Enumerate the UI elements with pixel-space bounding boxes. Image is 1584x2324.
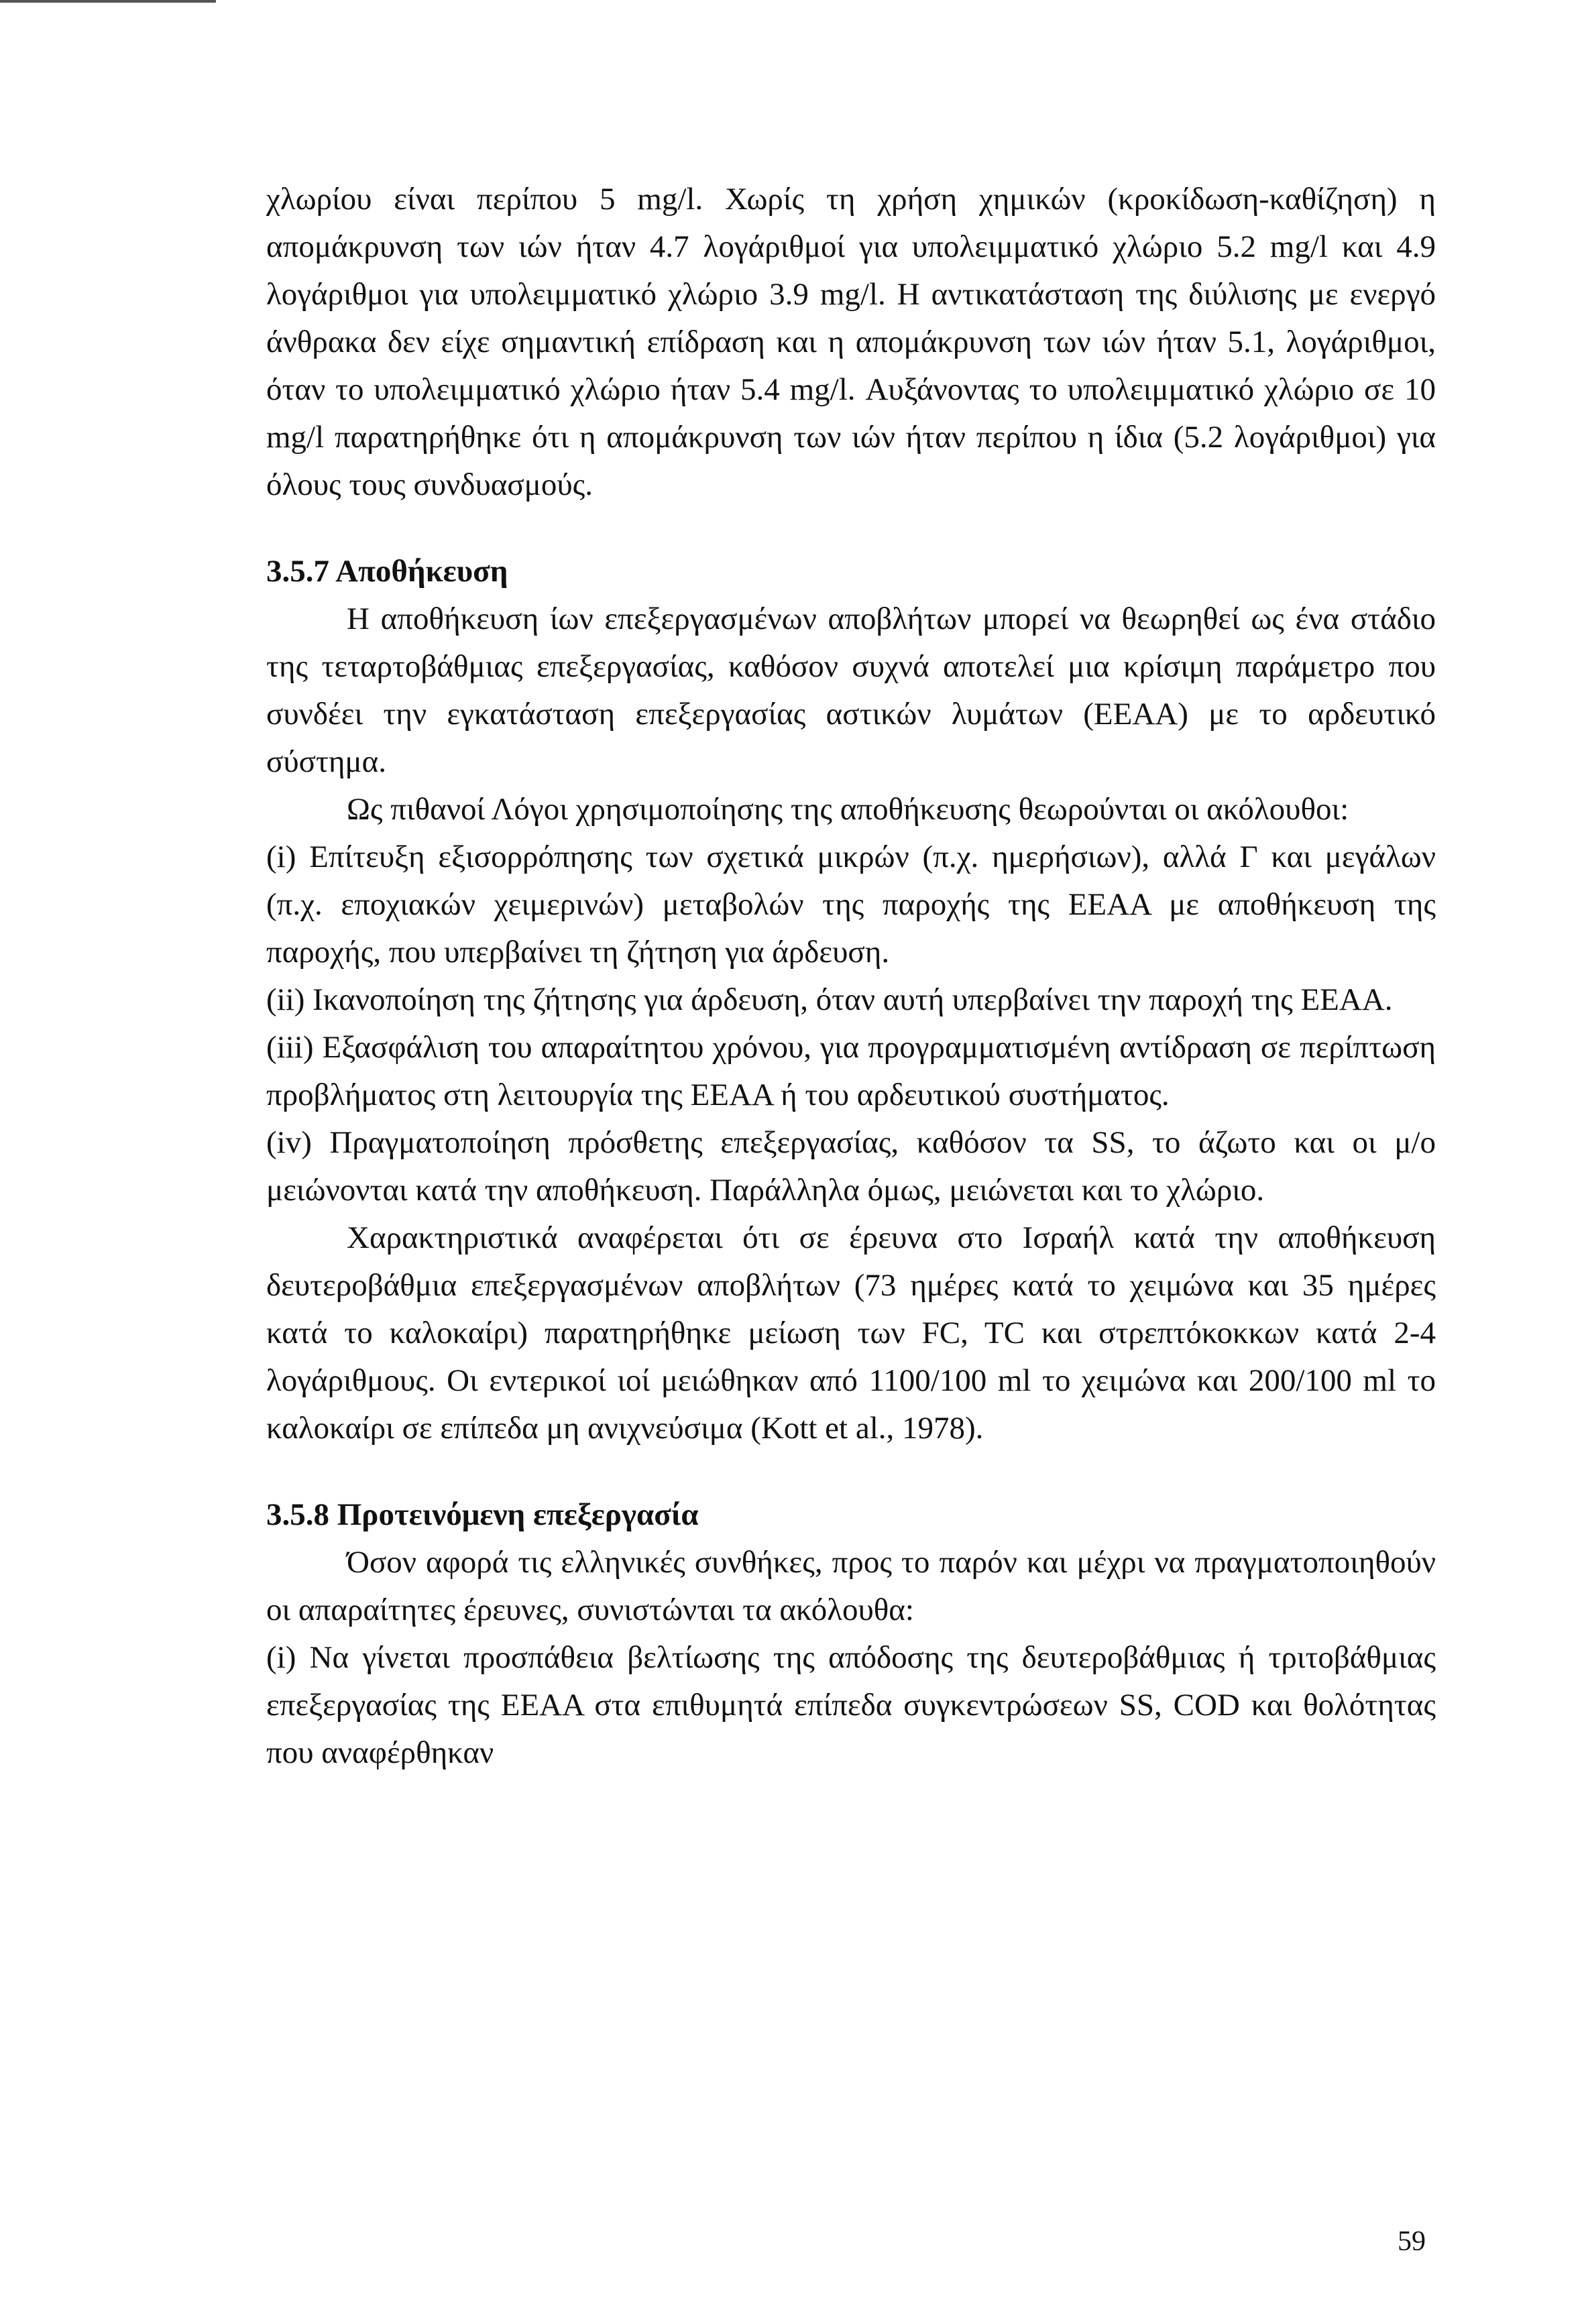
storage-list-item-3: (iii) Εξασφάλιση του απαραίτητου χρόνου, για προγραμματισμένη αντίδραση σε περίπτωση προβλήματος στη λειτουργία της ΕΕΑΑ ή του αρδευτικού συστήματος. — [266, 1030, 1436, 1112]
storage-paragraph-2: Ως πιθανοί Λόγοι χρησιμοποίησης της αποθήκευσης θεωρούνται οι ακόλουθοι: — [347, 792, 1349, 827]
storage-list-item-4: (iv) Πραγματοποίηση πρόσθετης επεξεργασίας, καθόσον τα SS, το άζωτο και οι μ/ο μειώνονται κατά την αποθήκευση. Παράλληλα όμως, μειώνεται και το χλώριο. — [266, 1125, 1436, 1208]
section-heading-proposed-treatment: 3.5.8 Προτεινόμενη επεξεργασία — [266, 1497, 699, 1532]
top-rule — [0, 0, 216, 3]
proposed-list-item-1: (i) Να γίνεται προσπάθεια βελτίωσης της απόδοσης της δευτεροβάθμιας ή τριτοβάθμιας επεξεργασίας της ΕΕΑΑ στα επιθυμητά επίπεδα συγκεντρώσεων SS, COD και θολότητας που αναφέρθηκαν — [266, 1640, 1436, 1770]
page-number: 59 — [1398, 2226, 1426, 2257]
storage-list-item-2: (ii) Ικανοποίηση της ζήτησης για άρδευση, όταν αυτή υπερβαίνει την παροχή της ΕΕΑΑ. — [266, 982, 1393, 1017]
section-gap — [266, 1452, 1436, 1491]
storage-paragraph-1: Η αποθήκευση ίων επεξεργασμένων αποβλήτων μπορεί να θεωρηθεί ως ένα στάδιο της τεταρτοβάθμιας επεξεργασίας, καθόσον συχνά αποτελεί μια κρίσιμη παράμετρο που συνδέει την εγκατάσταση επεξεργασίας αστικών λυμάτων (ΕΕΑΑ) με το αρδευτικό σύστημα. — [266, 601, 1436, 779]
paragraph-intro: χλωρίου είναι περίπου 5 mg/l. Χωρίς τη χρήση χημικών (κροκίδωση-καθίζηση) η απομάκρυνση των ιών ήταν 4.7 λογάριθμοί για υπολειμματικό χλώριο 5.2 mg/l και 4.9 λογάριθμοι για υπολειμματικό χλώριο 3.9 mg/l. Η αντικατάσταση της διύλισης με ενεργό άνθρακα δεν είχε σημαντική επίδραση και η απομάκρυνση των ιών ήταν 5.1, λογάριθμοι, όταν το υπολειμματικό χλώριο ήταν 5.4 mg/l. Αυξάνοντας το υπολειμματικό χλώριο σε 10 mg/l παρατηρήθηκε ότι η απομάκρυνση των ιών ήταν περίπου η ίδια (5.2 λογάριθμοι) για όλους τους συνδυασμούς. — [266, 182, 1436, 502]
section-gap — [266, 509, 1436, 548]
page-content — [266, 176, 1436, 1777]
section-heading-storage: 3.5.7 Αποθήκευση — [266, 554, 508, 589]
storage-list-item-1: (i) Επίτευξη εξισορρόπησης των σχετικά μικρών (π.χ. ημερήσιων), αλλά Γ και μεγάλων (π.χ. εποχιακών χειμερινών) μεταβολών της παροχής της ΕΕΑΑ με αποθήκευση της παροχής, που υπερβαίνει τη ζήτηση για άρδευση. — [266, 839, 1436, 970]
storage-paragraph-3: Χαρακτηριστικά αναφέρεται ότι σε έρευνα στο Ισραήλ κατά την αποθήκευση δευτεροβάθμια επεξεργασμένων αποβλήτων (73 ημέρες κατά το χειμώνα και 35 ημέρες κατά το καλοκαίρι) παρατηρήθηκε μείωση των FC, TC και στρεπτόκοκκων κατά 2-4 λογάριθμους. Οι εντερικοί ιοί μειώθηκαν από 1100/100 ml το χειμώνα και 200/100 ml το καλοκαίρι σε επίπεδα μη ανιχνεύσιμα (Kott et al., 1978). — [266, 1220, 1436, 1446]
proposed-paragraph-1: Όσον αφορά τις ελληνικές συνθήκες, προς το παρόν και μέχρι να πραγματοποιηθούν οι απαραίτητες έρευνες, συνιστώνται τα ακόλουθα: — [266, 1545, 1436, 1627]
